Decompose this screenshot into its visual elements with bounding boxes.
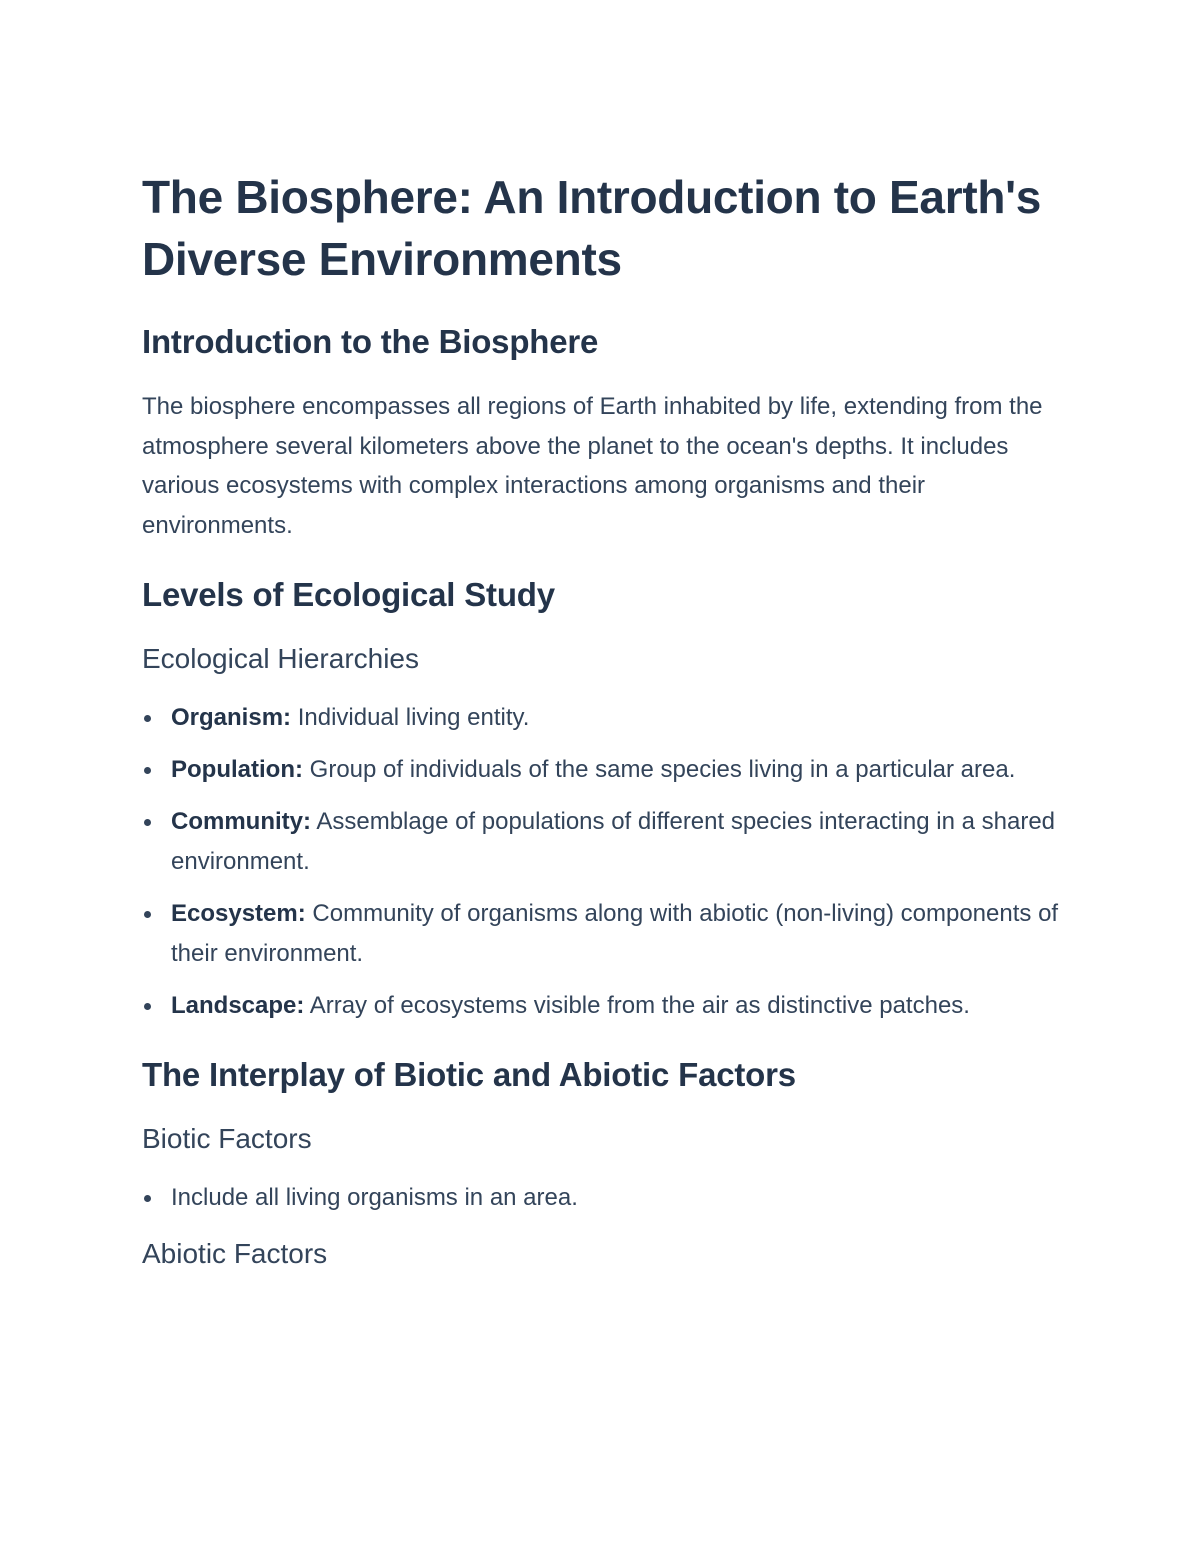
section-heading-interplay: The Interplay of Biotic and Abiotic Factors (142, 1056, 796, 1093)
subheading-ecological-hierarchies: Ecological Hierarchies (142, 643, 420, 674)
document-title: The Biosphere: An Introduction to Earth's Diverse Environments (142, 171, 1042, 285)
intro-paragraph: The biosphere encompasses all regions of Earth inhabited by life, extending from the atmosphere several kilometers above the planet to the ocean's depths. It includes various ecosystems with complex interactions among organisms and their environments. (142, 393, 1043, 539)
list-item (142, 894, 1062, 974)
term-definition: Community of organisms along with abiotic (non-living) components of their environment. (171, 900, 1059, 967)
term-label: Community: (171, 808, 311, 835)
subheading-abiotic-factors: Abiotic Factors (142, 1238, 328, 1269)
section-heading-introduction: Introduction to the Biosphere (142, 323, 599, 360)
term-definition: Individual living entity. (291, 704, 530, 731)
term-label: Ecosystem: (171, 900, 306, 927)
list-item (142, 802, 1062, 882)
list-item (142, 750, 1062, 790)
document-page (142, 166, 1062, 1273)
list-item: Include all living organisms in an area. (142, 1178, 1062, 1218)
hierarchy-list (142, 698, 1062, 1026)
term-definition: Array of ecosystems visible from the air as distinctive patches. (304, 992, 970, 1019)
term-label: Landscape: (171, 992, 305, 1019)
term-definition: Group of individuals of the same species living in a particular area. (302, 756, 1016, 783)
list-item (142, 698, 1062, 738)
term-label: Population: (171, 756, 303, 783)
list-item (142, 986, 1062, 1026)
term-label: Organism: (171, 704, 292, 731)
biotic-list (142, 1178, 1062, 1218)
section-heading-levels: Levels of Ecological Study (142, 576, 555, 613)
subheading-biotic-factors: Biotic Factors (142, 1123, 312, 1154)
term-definition: Assemblage of populations of different species interacting in a shared environment. (171, 808, 1056, 875)
